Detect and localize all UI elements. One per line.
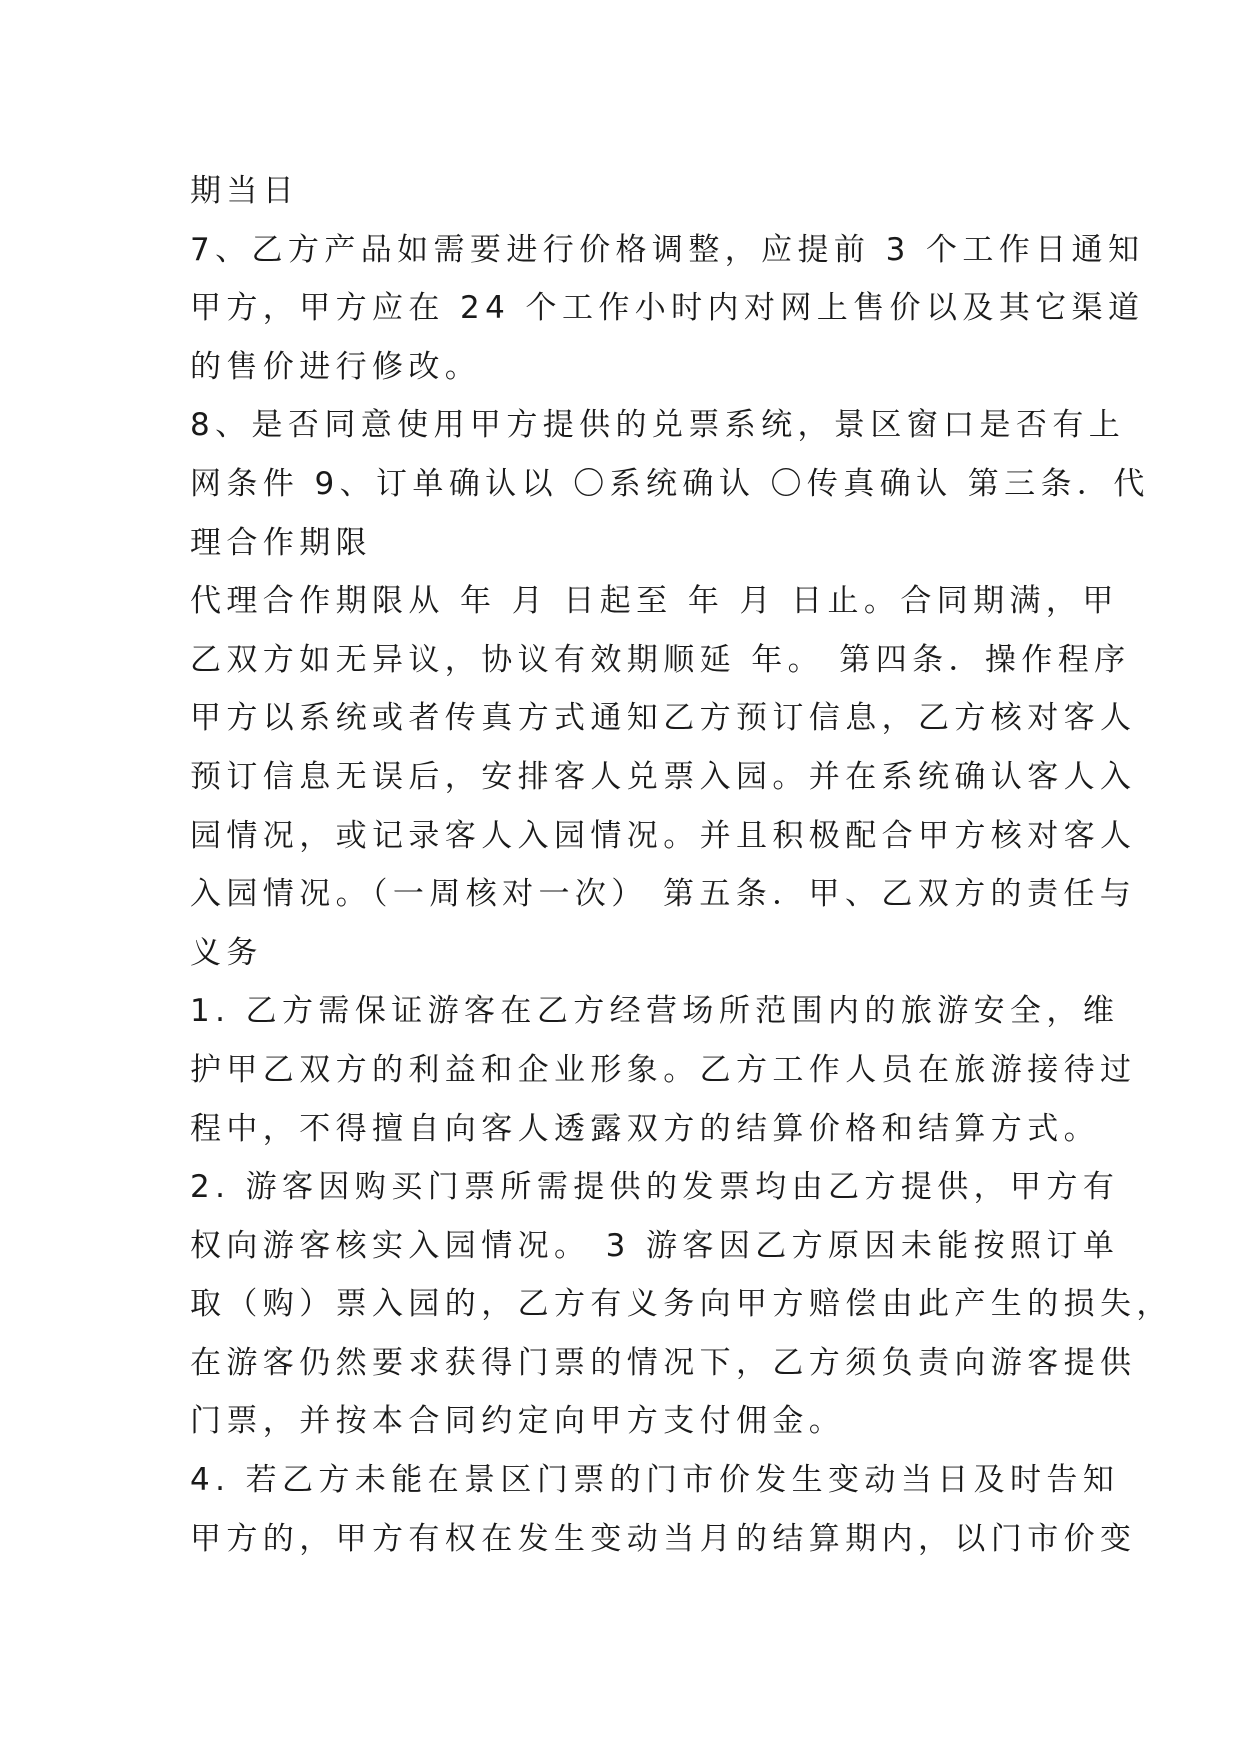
- text-line: 期当日: [190, 173, 300, 209]
- text-line: 乙双方如无异议，协议有效期顺延 年。 第四条．操作程序: [190, 641, 1131, 678]
- text-line: 甲方以系统或者传真方式通知乙方预订信息，乙方核对客人: [190, 700, 1137, 737]
- text-line: 2. 游客因购买门票所需提供的发票均由乙方提供，甲方有: [190, 1169, 1120, 1206]
- text-line: 门票，并按本合同约定向甲方支付佣金。: [190, 1403, 846, 1440]
- text-line: 程中，不得擅自向客人透露双方的结算价格和结算方式。: [190, 1110, 1100, 1147]
- text-line: 义务: [190, 934, 263, 971]
- text-line: 7、乙方产品如需要进行价格调整，应提前 3 个工作日通知: [190, 231, 1145, 268]
- text-line: 在游客仍然要求获得门票的情况下，乙方须负责向游客提供: [190, 1344, 1137, 1381]
- text-line: 网条件 9、订单确认以 〇系统确认 〇传真确认 第三条．代: [190, 465, 1150, 502]
- document-body: [190, 162, 1173, 1568]
- text-line: 4. 若乙方未能在景区门票的门市价发生变动当日及时告知: [190, 1462, 1120, 1499]
- text-line: 预订信息无误后，安排客人兑票入园。并在系统确认客人入: [190, 758, 1137, 795]
- text-line: 1. 乙方需保证游客在乙方经营场所范围内的旅游安全，维: [190, 993, 1120, 1030]
- text-line: 护甲乙双方的利益和企业形象。乙方工作人员在旅游接待过: [190, 1051, 1137, 1088]
- text-line: 甲方，甲方应在 24 个工作小时内对网上售价以及其它渠道: [190, 290, 1145, 327]
- text-line: 甲方的，甲方有权在发生变动当月的结算期内，以门市价变: [190, 1520, 1137, 1557]
- text-line: 代理合作期限从 年 月 日起至 年 月 日止。合同期满，甲: [190, 583, 1119, 620]
- text-line: 权向游客核实入园情况。 3 游客因乙方原因未能按照订单: [190, 1227, 1120, 1264]
- text-line: 理合作期限: [190, 524, 372, 561]
- text-line: 8、是否同意使用甲方提供的兑票系统，景区窗口是否有上: [190, 407, 1126, 444]
- text-line: 取（购）票入园的，乙方有义务向甲方赔偿由此产生的损失，: [190, 1286, 1173, 1323]
- text-line: 的售价进行修改。: [190, 348, 482, 385]
- text-line: 入园情况。（一周核对一次） 第五条．甲、乙双方的责任与: [190, 876, 1137, 913]
- text-line: 园情况，或记录客人入园情况。并且积极配合甲方核对客人: [190, 817, 1137, 854]
